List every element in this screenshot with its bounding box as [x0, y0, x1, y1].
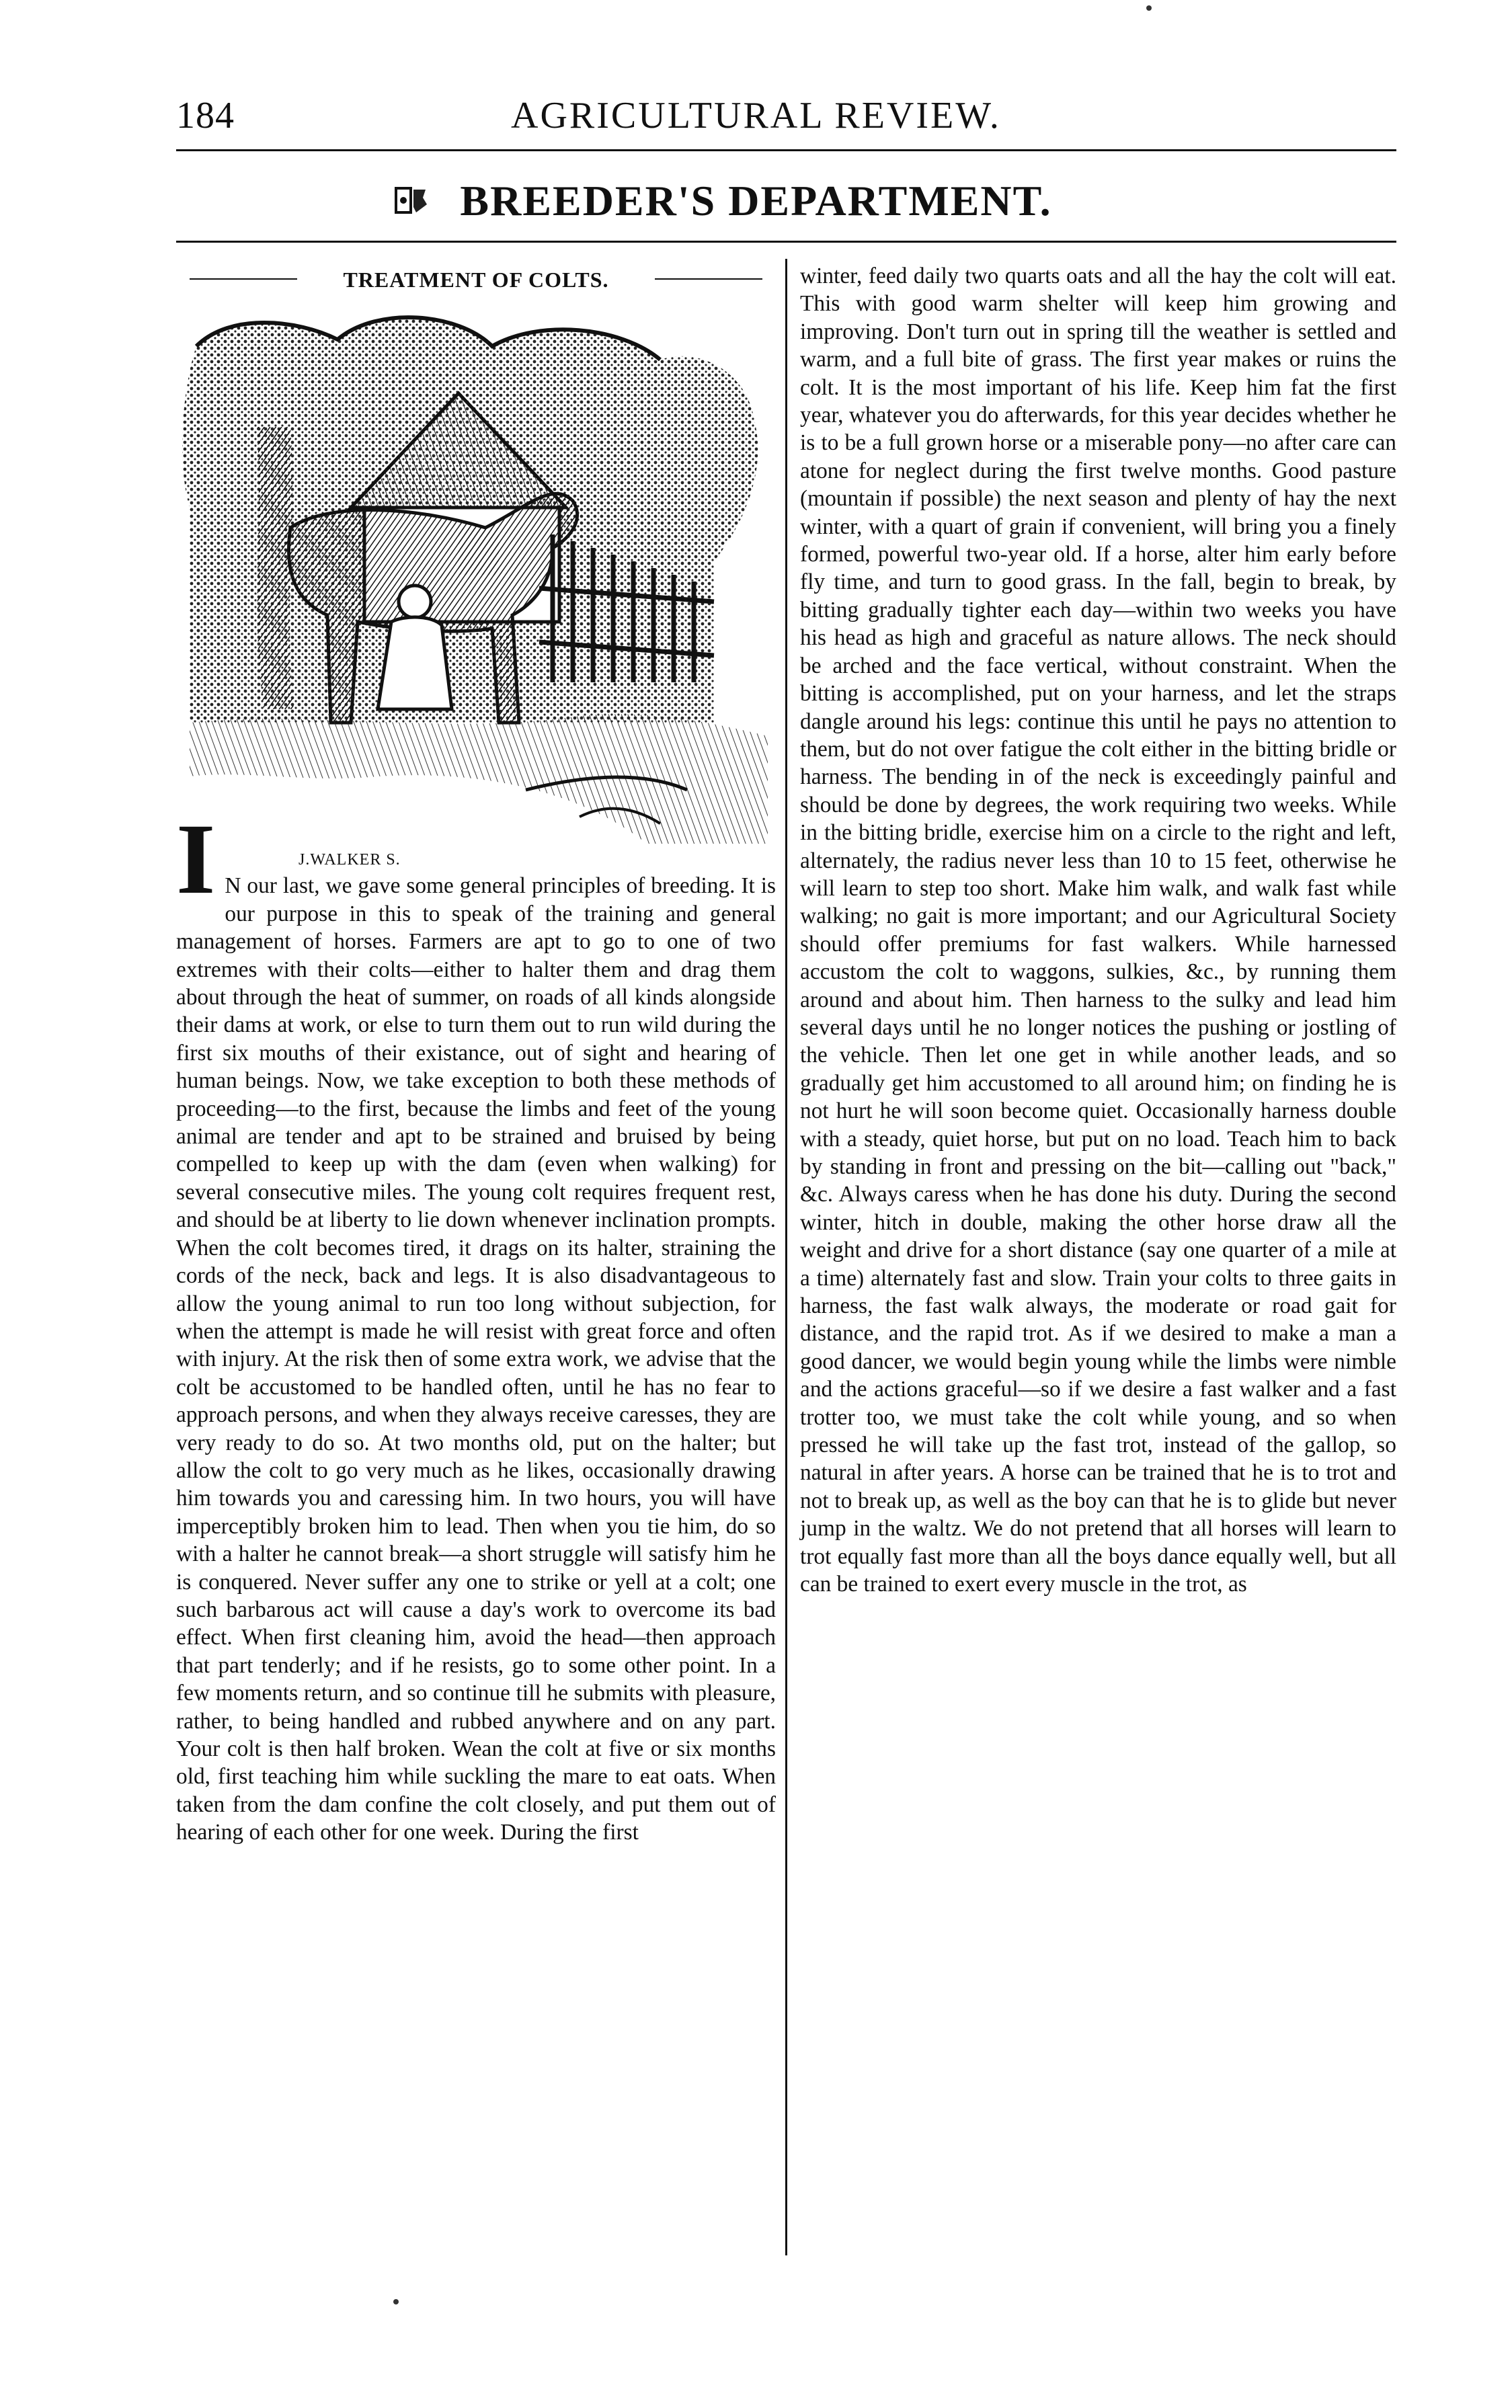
running-head: AGRICULTURAL REVIEW. — [511, 95, 1001, 136]
article-title: TREATMENT OF COLTS. — [176, 266, 776, 294]
department-title: BREEDER'S DEPARTMENT. — [460, 177, 1052, 225]
stray-mark — [393, 2299, 399, 2304]
engraving-credit: J.WALKER S. — [299, 851, 401, 869]
header-rule — [176, 149, 1396, 151]
left-column — [176, 261, 776, 1847]
drop-cap: I — [176, 803, 216, 916]
department-rule — [176, 241, 1396, 243]
stray-mark — [1146, 5, 1152, 11]
farmyard-engraving — [176, 306, 776, 844]
page-number: 184 — [176, 95, 235, 136]
right-column — [800, 262, 1396, 1599]
left-column-body: N our last, we gave some general principles of breeding. It is our purpose in this to speak of the training and general management of horses. Farmers are apt to go to one of two extremes with their colts—either to halter them and drag them about through the heat of summer, on roads of all kinds alongside their dams at work, or else to turn them out to run wild during the first six mouths of their existance, out of sight and hearing of human beings. Now, we take exception to both these methods of proceeding—to the first, because the limbs and feet of the young animal are tender and apt to be strained and bruised by being compelled to keep up with the dam (even when walking) for several consecutive miles. The young colt requires frequent rest, and should be at liberty to lie down whenever inclination prompts. When the colt becomes tired, it drags on its halter, straining the cords of the neck, back and legs. It is also disadvantageous to allow the young animal to run too long without subjection, for when the attempt is made he will resist with great force and often with injury. At the risk then of some extra work, we advise that the colt be accustomed to be handled often, until he has no fear to approach persons, and when they always receive caresses, they are very ready to do so. At two months old, put on the halter; but allow the colt to go very much as he likes, occasionally drawing him towards you and caressing him. In two hours, you will have imperceptibly broken him to lead. Then when you tie him, do so with a halter he cannot break—a short struggle will satisfy him he is conquered. Never suffer any one to strike or yell at a colt; one such barbarous act will cause a day's work to overcome its bad effect. When first cleaning him, avoid the head—then approach that part tenderly; and if he resists, go to some other point. In a few moments return, and so continue till he submits with pleasure, rather, to being handled and rubbed anywhere and on any part. Your colt is then half broken. Wean the colt at five or six months old, first teaching him while suckling the mare to eat oats. When taken from the dam confine the colt closely, and put them out of hearing of each other for one week. During the first — [176, 873, 776, 1845]
column-divider — [785, 259, 787, 2255]
right-column-text: winter, feed daily two quarts oats and all the hay the colt will eat. This with good warm shelter will keep him growing and improving. Don't turn out in spring till the weather is settled and warm, and a full bite of grass. The first year makes or ruins the colt. It is the most important of his life. Keep him fat the first year, whatever you do afterwards, for this year decides whether he is to be a full grown horse or a miserable pony—no after care can atone for neglect during the first twelve months. Good pasture (mountain if possible) the next season and plenty of hay the next winter, with a quart of grain if convenient, will bring you a finely formed, powerful two-year old. If a horse, alter him early before fly time, and turn to good grass. In the fall, begin to break, by bitting gradually tighter each day—within two weeks you have his head as high and graceful as nature allows. The neck should be arched and the face vertical, without constraint. When the bitting is accomplished, put on your harness, and let the straps dangle around his legs: continue this until he pays no attention to them, but do not over fatigue the colt either in the bitting bridle or harness. The bending in of the neck is exceedingly painful and should be done by degrees, the work requiring two weeks. While in the bitting bridle, exercise him on a circle to the right and left, alternately, the radius never less than 10 to 15 feet, otherwise he will learn to step too short. Make him walk, and walk fast while walking; no gait is more important; and our Agricultural Society should offer premiums for fast walkers. While harnessed accustom the colt to waggons, sulkies, &c., by running them around and about him. Then harness to the sulky and lead him several days until he no longer notices the pushing or jostling of the vehicle. Then let one get in while another leads, and so gradually get him accustomed to all around him; on finding he is not hurt he will soon become quiet. Occasionally harness double with a steady, quiet horse, but put on no load. Teach him to back by standing in front and pressing on the bit—calling out "back," &c. Always caress when he has done his duty. During the second winter, hitch in double, making the other horse draw all the weight and drive for a short distance (say one quarter of a mile at a time) alternately fast and slow. Train your colts to three gaits in harness, the fast walk always, the moderate or road gait for distance, and the rapid trot. As if we desired to make a man a good dancer, we would begin young while the limbs were nimble and the actions graceful—so if we desire a fast walker and a fast trotter too, we must take the colt while young, and so when pressed he will take up the fast trot, instead of the gallop, so natural in after years. A horse can be trained that he is to trot and not to break up, as well as the boy can that he is to glide but never jump in the waltz. We do not pretend that all horses will learn to trot equally fast more than all the boys dance equally well, but all can be trained to exert every muscle in the trot, as — [800, 264, 1396, 1597]
